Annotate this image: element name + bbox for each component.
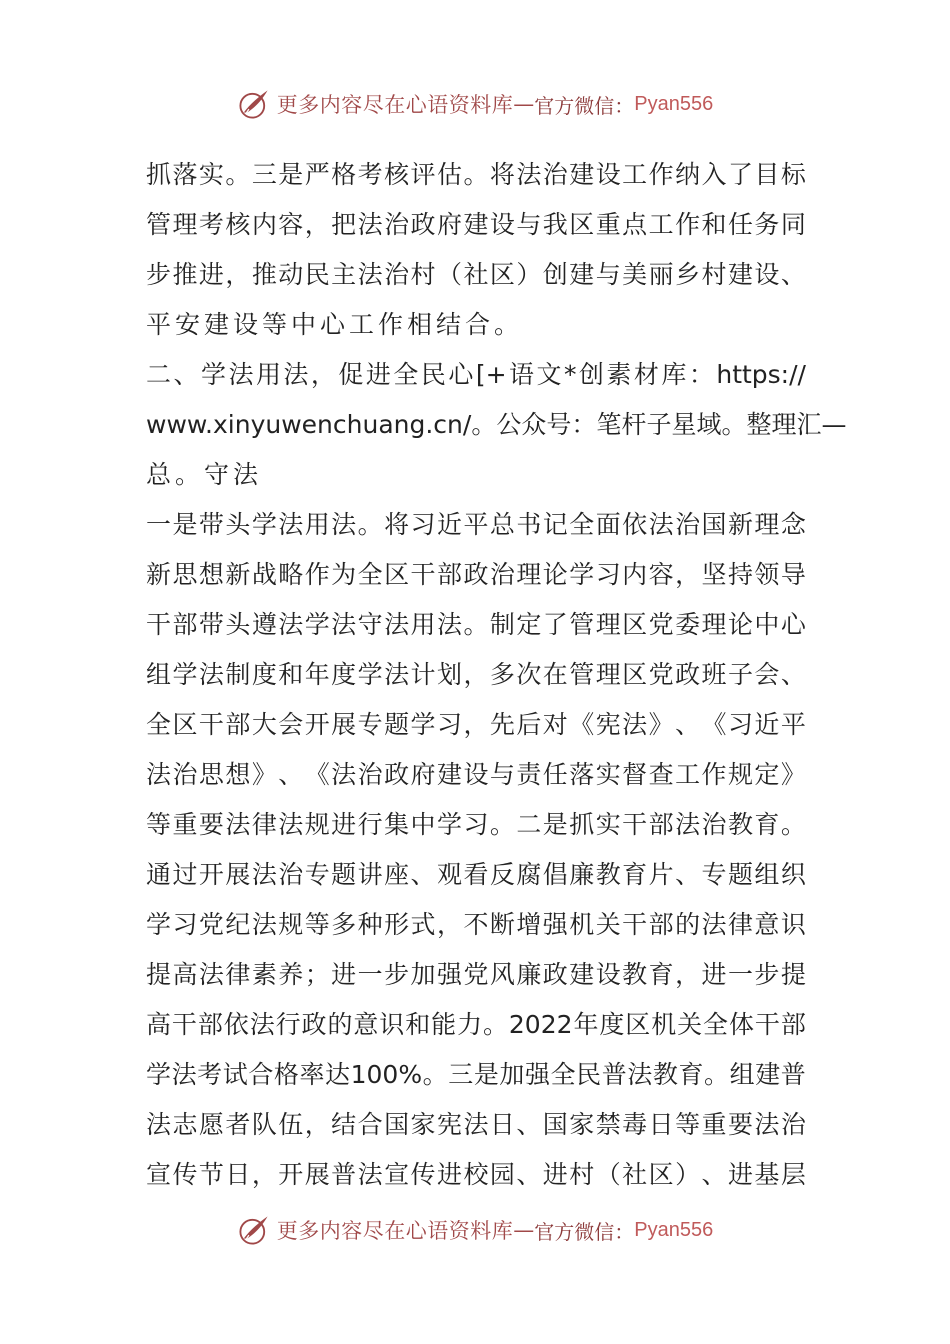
watermark-text: 更多内容尽在心语资料库 [276,93,514,117]
text-line: 新 思 想 新 战 略 作 为 全 区 干 部 政 治 理 论 学 习 内 容 ， 坚 持 领 导 [146,560,806,589]
text-line: 等 重 要 法 律 法 规 进 行 集 中 学 习 。 二 是 抓 实 干 部 法 治 教 育 。 [146,810,806,839]
text-line: 提 高 法 律 素 养 ； 进 一 步 加 强 党 风 廉 政 建 设 教 育 ， 进 一 步 提 [146,960,806,989]
text-line: 组 学 法 制 度 和 年 度 学 法 计 划 ， 多 次 在 管 理 区 党 政 班 子 会 、 [146,660,806,689]
text-line: 一 是 带 头 学 法 用 法 。 将 习 近 平 总 书 记 全 面 依 法 治 国 新 理 念 [146,510,806,539]
text-line: 学 法 考 试 合 格 率 达 100% 。 三 是 加 强 全 民 普 法 教 育 。 组 建 普 [146,1060,806,1089]
section-heading-line: www.xinyuwenchuang.cn/ 。 公 众 号 ： 笔 杆 子 星 域 。 整 理 汇 — [146,410,847,439]
text-line: 平安建设等中心工作相结合。 [146,310,524,339]
text-line: 宣 传 节 日 ， 开 展 普 法 宣 传 进 校 园 、 进 村 （ 社 区 ） 、 进 基 层 [146,1160,806,1189]
wechat-label: 官方微信： [534,1219,635,1244]
quill-logo-icon [237,87,271,121]
text-line: 全 区 干 部 大 会 开 展 专 题 学 习 ， 先 后 对 《 宪 法 》 、 《 习 近 平 [146,710,806,739]
section-heading-line: 总。守法 [146,460,263,489]
text-line: 法 志 愿 者 队 伍 ， 结 合 国 家 宪 法 日 、 国 家 禁 毒 日 等 重 要 法 治 [146,1110,806,1139]
text-line: 法 治 思 想 》 、 《 法 治 政 府 建 设 与 责 任 落 实 督 查 工 作 规 定 》 [146,760,806,789]
text-line: 通 过 开 展 法 治 专 题 讲 座 、 观 看 反 腐 倡 廉 教 育 片 、 专 题 组 织 [146,860,806,889]
watermark-dash: — [513,92,535,116]
wechat-id: Pyan556 [634,92,714,115]
section-heading-line: 二 、 学 法 用 法 ， 促 进 全 民 心 [+ 语 文 * 创 素 材 库 ： https:// [146,360,806,389]
wechat-label: 官方微信： [534,93,635,118]
watermark-text: 更多内容尽在心语资料库 [276,1219,514,1243]
footer-watermark [0,1208,950,1252]
watermark-dash: — [513,1218,535,1242]
wechat-id: Pyan556 [634,1218,714,1241]
document-body [146,150,847,1200]
text-line: 步 推 进 ， 推 动 民 主 法 治 村 （ 社 区 ） 创 建 与 美 丽 乡 村 建 设 、 [146,260,806,289]
quill-logo-icon [237,1213,271,1247]
text-line: 高 干 部 依 法 行 政 的 意 识 和 能 力 。 2022 年 度 区 机 关 全 体 干 部 [146,1010,806,1039]
text-line: 抓 落 实 。 三 是 严 格 考 核 评 估 。 将 法 治 建 设 工 作 纳 入 了 目 标 [146,160,806,189]
header-watermark [0,82,950,126]
text-line: 管 理 考 核 内 容 ， 把 法 治 政 府 建 设 与 我 区 重 点 工 作 和 任 务 同 [146,210,806,239]
text-line: 学 习 党 纪 法 规 等 多 种 形 式 ， 不 断 增 强 机 关 干 部 的 法 律 意 识 [146,910,806,939]
text-line: 干 部 带 头 遵 法 学 法 守 法 用 法 。 制 定 了 管 理 区 党 委 理 论 中 心 [146,610,806,639]
